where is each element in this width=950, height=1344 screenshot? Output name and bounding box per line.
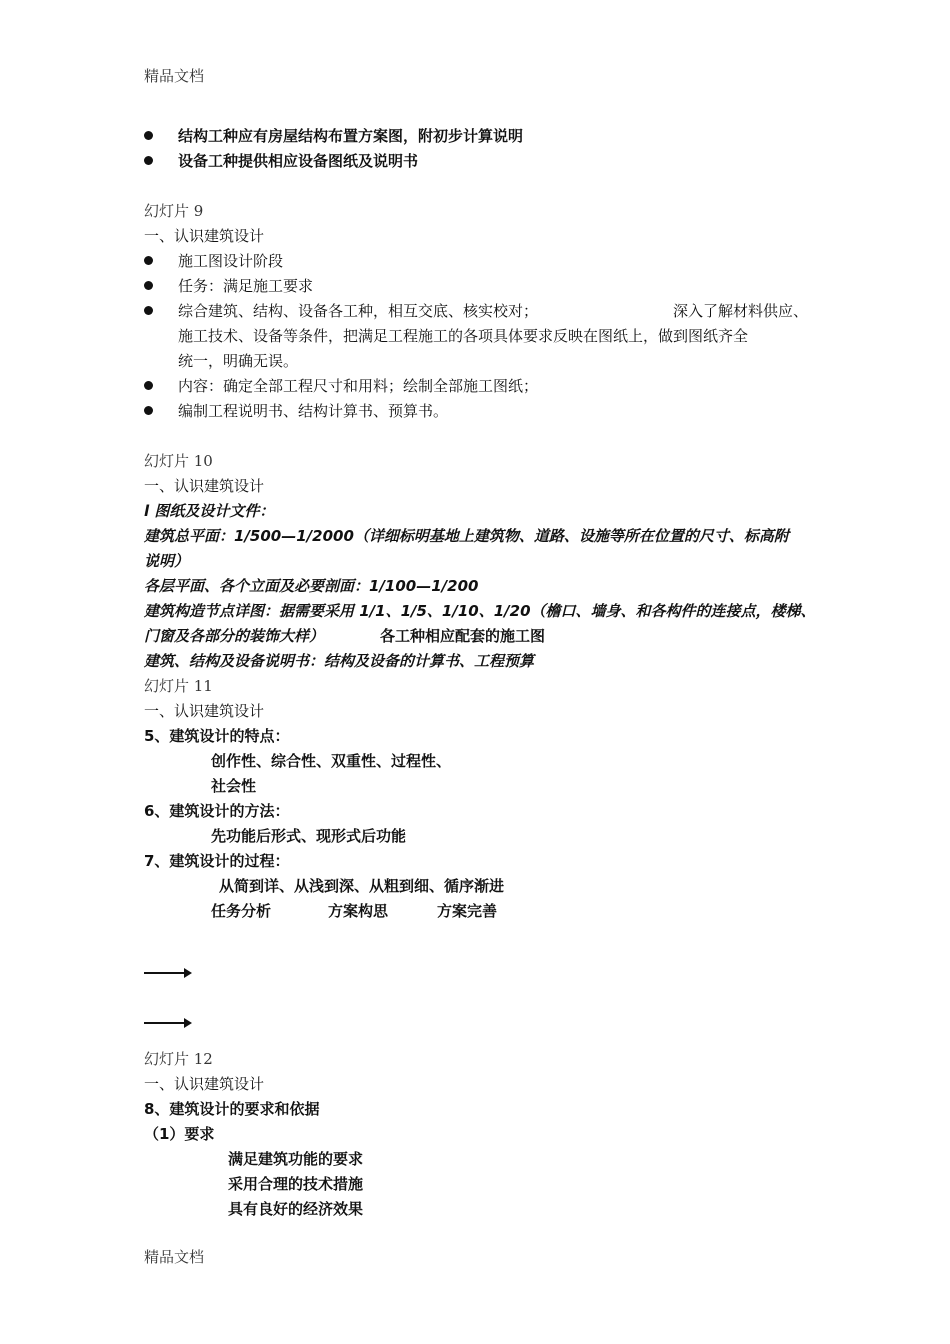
right-arrow-icon bbox=[144, 1018, 192, 1028]
slide9-bullet-3: 综合建筑、结构、设备各工种，相互交底、核实校对； bbox=[178, 302, 539, 320]
bullet-icon bbox=[144, 156, 153, 165]
page-footer: 精品文档 bbox=[144, 1248, 205, 1266]
bullet-icon bbox=[144, 131, 153, 140]
slide12-req-1: 满足建筑功能的要求 bbox=[228, 1150, 364, 1168]
right-arrow-icon bbox=[144, 968, 192, 978]
page-header: 精品文档 bbox=[144, 67, 205, 85]
slide12-item8: 8、建筑设计的要求和依据 bbox=[144, 1100, 320, 1118]
slide11-step-3: 方案完善 bbox=[437, 902, 498, 920]
slide9-bullet-2: 任务：满足施工要求 bbox=[178, 277, 314, 295]
slide9-bullet-3-cont2: 统一，明确无误。 bbox=[178, 352, 299, 370]
slide11-item5-a: 创作性、综合性、双重性、过程性、 bbox=[211, 752, 452, 770]
slide9-bullet-3-right: 深入了解材料供应、 bbox=[673, 302, 809, 320]
slide10-line-2: 建筑总平面：1/500—1/2000（详细标明基地上建筑物、道路、设施等所在位置的尺寸、标高附 bbox=[144, 527, 789, 545]
bullet-icon bbox=[144, 406, 153, 415]
slide11-item5: 5、建筑设计的特点： bbox=[144, 727, 290, 745]
intro-bullet-2: 设备工种提供相应设备图纸及说明书 bbox=[178, 152, 419, 170]
slide10-line-5: 建筑构造节点详图：据需要采用 1/1、1/5、1/10、1/20（檐口、墙身、和各构件的连接点，楼梯、 bbox=[144, 602, 816, 620]
slide12-title: 幻灯片 12 bbox=[144, 1050, 213, 1068]
bullet-icon bbox=[144, 381, 153, 390]
bullet-icon bbox=[144, 306, 153, 315]
slide11-item6-a: 先功能后形式、现形式后功能 bbox=[211, 827, 407, 845]
slide12-heading: 一、认识建筑设计 bbox=[144, 1075, 265, 1093]
slide11-title: 幻灯片 11 bbox=[144, 677, 213, 695]
intro-bullet-1: 结构工种应有房屋结构布置方案图，附初步计算说明 bbox=[178, 127, 524, 145]
slide10-line-3: 说明） bbox=[144, 552, 190, 570]
slide10-line-6: 门窗及各部分的装饰大样） bbox=[144, 627, 325, 645]
slide9-bullet-1: 施工图设计阶段 bbox=[178, 252, 284, 270]
slide9-bullet-3-cont1: 施工技术、设备等条件，把满足工程施工的各项具体要求反映在图纸上，做到图纸齐全 bbox=[178, 327, 749, 345]
slide9-bullet-5: 编制工程说明书、结构计算书、预算书。 bbox=[178, 402, 449, 420]
slide10-line-7: 各工种相应配套的施工图 bbox=[380, 627, 546, 645]
slide10-line-8: 建筑、结构及设备说明书：结构及设备的计算书、工程预算 bbox=[144, 652, 535, 670]
slide11-heading: 一、认识建筑设计 bbox=[144, 702, 265, 720]
slide11-item6: 6、建筑设计的方法： bbox=[144, 802, 290, 820]
slide11-item5-b: 社会性 bbox=[211, 777, 257, 795]
slide11-step-1: 任务分析 bbox=[211, 902, 272, 920]
slide11-step-2: 方案构思 bbox=[328, 902, 389, 920]
bullet-icon bbox=[144, 281, 153, 290]
slide10-line-1: l 图纸及设计文件： bbox=[144, 502, 275, 520]
slide12-sub1: （1）要求 bbox=[144, 1125, 215, 1143]
slide12-req-3: 具有良好的经济效果 bbox=[228, 1200, 364, 1218]
slide12-req-2: 采用合理的技术措施 bbox=[228, 1175, 364, 1193]
slide9-bullet-4: 内容：确定全部工程尺寸和用料；绘制全部施工图纸； bbox=[178, 377, 539, 395]
slide10-line-4: 各层平面、各个立面及必要剖面：1/100—1/200 bbox=[144, 577, 479, 595]
slide10-title: 幻灯片 10 bbox=[144, 452, 213, 470]
slide9-title: 幻灯片 9 bbox=[144, 202, 204, 220]
slide9-heading: 一、认识建筑设计 bbox=[144, 227, 265, 245]
slide11-item7: 7、建筑设计的过程： bbox=[144, 852, 290, 870]
slide11-item7-a: 从简到详、从浅到深、从粗到细、循序渐进 bbox=[219, 877, 505, 895]
slide10-heading: 一、认识建筑设计 bbox=[144, 477, 265, 495]
bullet-icon bbox=[144, 256, 153, 265]
